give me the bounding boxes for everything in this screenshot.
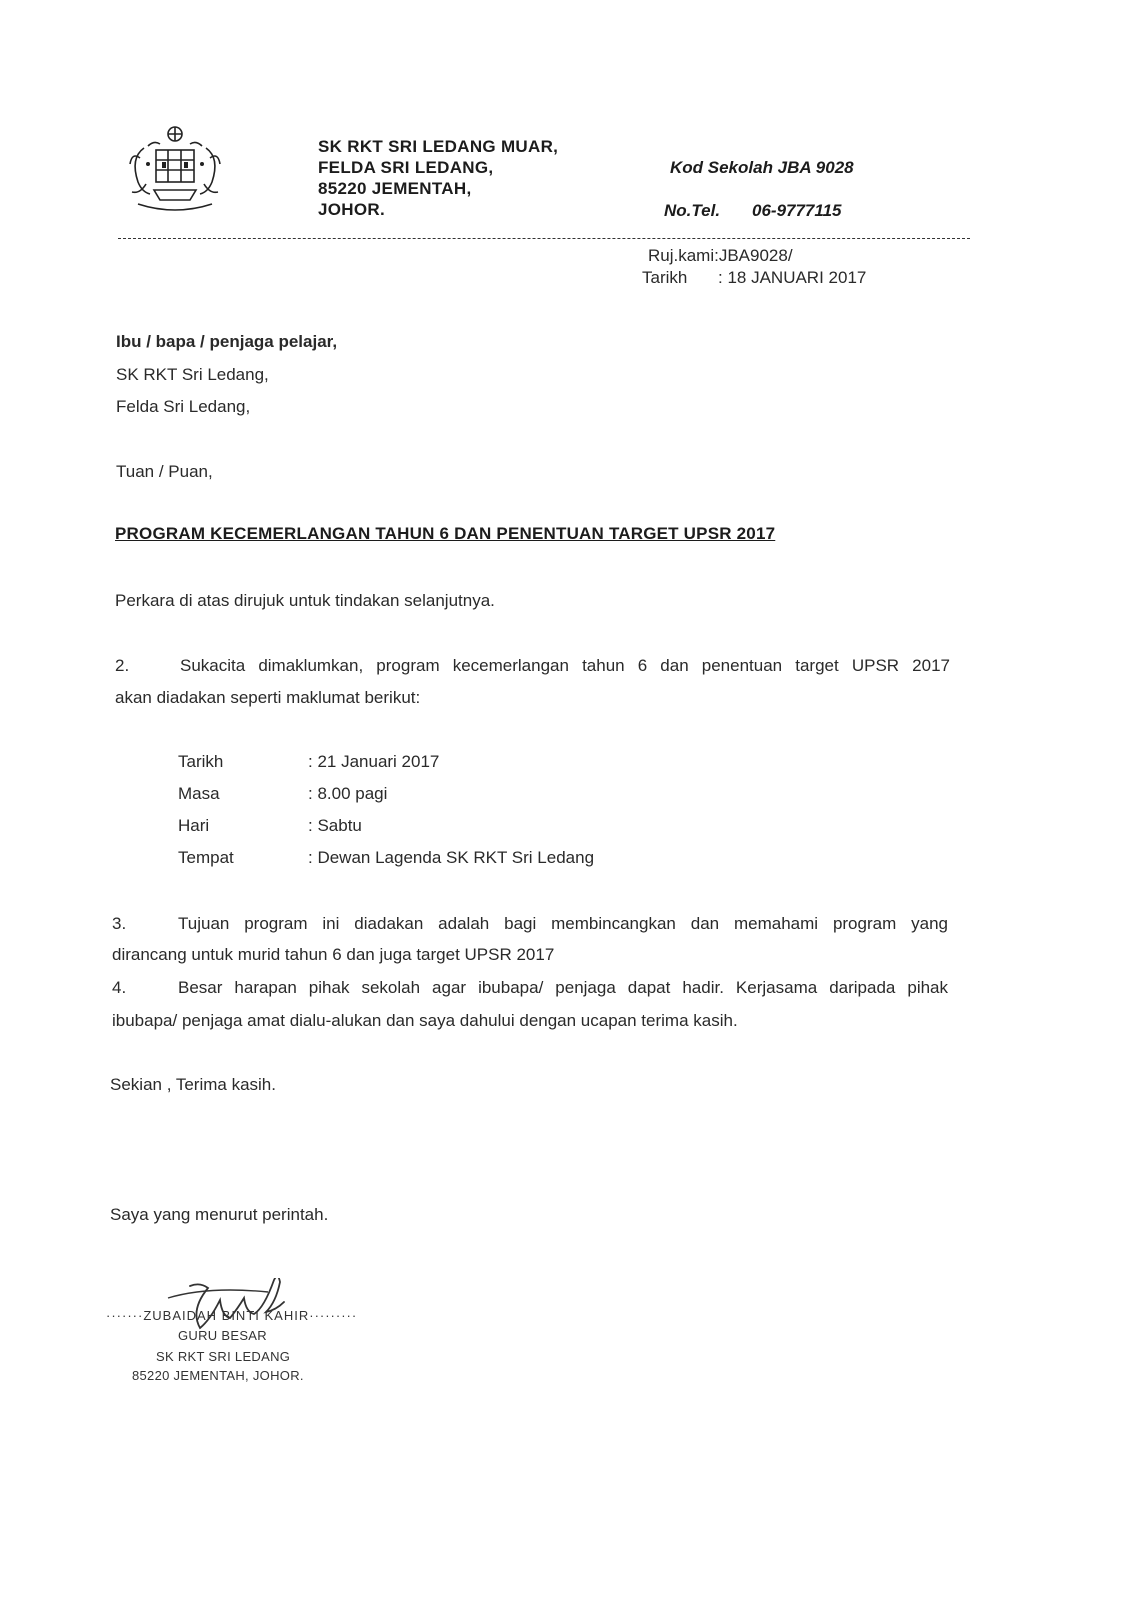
school-address-line-3: 85220 JEMENTAH, — [318, 179, 472, 198]
stamp-address: 85220 JEMENTAH, JOHOR. — [132, 1368, 304, 1383]
detail-row — [178, 752, 439, 772]
recipient-line-2: SK RKT Sri Ledang, — [116, 365, 269, 384]
detail-row — [178, 848, 594, 868]
signature-line: ·······ZUBAIDAH BINTI KAHIR········· — [106, 1308, 358, 1323]
paragraph-3-number: 3. — [112, 914, 127, 933]
letter-date-label: Tarikh — [642, 268, 688, 287]
header-divider — [118, 238, 970, 239]
school-address — [318, 136, 558, 220]
stamp-school: SK RKT SRI LEDANG — [156, 1349, 291, 1364]
detail-label: Masa — [178, 784, 220, 803]
closing: Sekian , Terima kasih. — [110, 1075, 276, 1094]
sign-off: Saya yang menurut perintah. — [110, 1205, 329, 1224]
reference-number: Ruj.kami:JBA9028/ — [648, 246, 793, 265]
detail-label: Tempat — [178, 848, 234, 867]
paragraph-2-line-2: akan diadakan seperti maklumat berikut: — [115, 688, 421, 707]
letter-subject: PROGRAM KECEMERLANGAN TAHUN 6 DAN PENENTUAN TARGET UPSR 2017 — [115, 524, 776, 543]
letter-date: : 18 JANUARI 2017 — [718, 268, 867, 287]
paragraph-1: Perkara di atas dirujuk untuk tindakan selanjutnya. — [115, 591, 495, 610]
signatory-title: GURU BESAR — [178, 1328, 267, 1343]
school-code: Kod Sekolah JBA 9028 — [670, 158, 854, 177]
school-name: SK RKT SRI LEDANG MUAR, — [318, 137, 559, 156]
coat-of-arms-logo — [118, 124, 238, 220]
paragraph-4-line-1: Besar harapan pihak sekolah agar ibubapa/ penjaga dapat hadir. Kerjasama daripada pihak — [178, 978, 948, 997]
detail-value: : 8.00 pagi — [308, 784, 388, 803]
paragraph-4-number: 4. — [112, 978, 127, 997]
paragraph-4-line-2: ibubapa/ penjaga amat dialu-alukan dan saya dahului dengan ucapan terima kasih. — [112, 1011, 738, 1030]
telephone-number: 06-9777115 — [752, 201, 842, 220]
detail-value: : Dewan Lagenda SK RKT Sri Ledang — [308, 848, 595, 867]
telephone-label: No.Tel. — [664, 201, 721, 220]
school-address-line-4: JOHOR. — [318, 200, 385, 219]
recipient-line-3: Felda Sri Ledang, — [116, 397, 251, 416]
detail-row — [178, 816, 362, 836]
paragraph-2-line-1: Sukacita dimaklumkan, program kecemerlangan tahun 6 dan penentuan target UPSR 2017 — [180, 656, 950, 675]
paragraph-3-line-1: Tujuan program ini diadakan adalah bagi membincangkan dan memahami program yang — [178, 914, 948, 933]
detail-row — [178, 784, 387, 804]
recipient-line-1: Ibu / bapa / penjaga pelajar, — [116, 332, 338, 351]
paragraph-3-line-2: dirancang untuk murid tahun 6 dan juga target UPSR 2017 — [112, 945, 555, 964]
detail-value: : Sabtu — [308, 816, 362, 835]
detail-label: Hari — [178, 816, 210, 835]
signatory-name: ZUBAIDAH BINTI KAHIR — [143, 1308, 310, 1323]
paragraph-2-number: 2. — [115, 656, 130, 675]
school-address-line-2: FELDA SRI LEDANG, — [318, 158, 494, 177]
detail-value: : 21 Januari 2017 — [308, 752, 440, 771]
salutation: Tuan / Puan, — [116, 462, 213, 481]
detail-label: Tarikh — [178, 752, 224, 771]
